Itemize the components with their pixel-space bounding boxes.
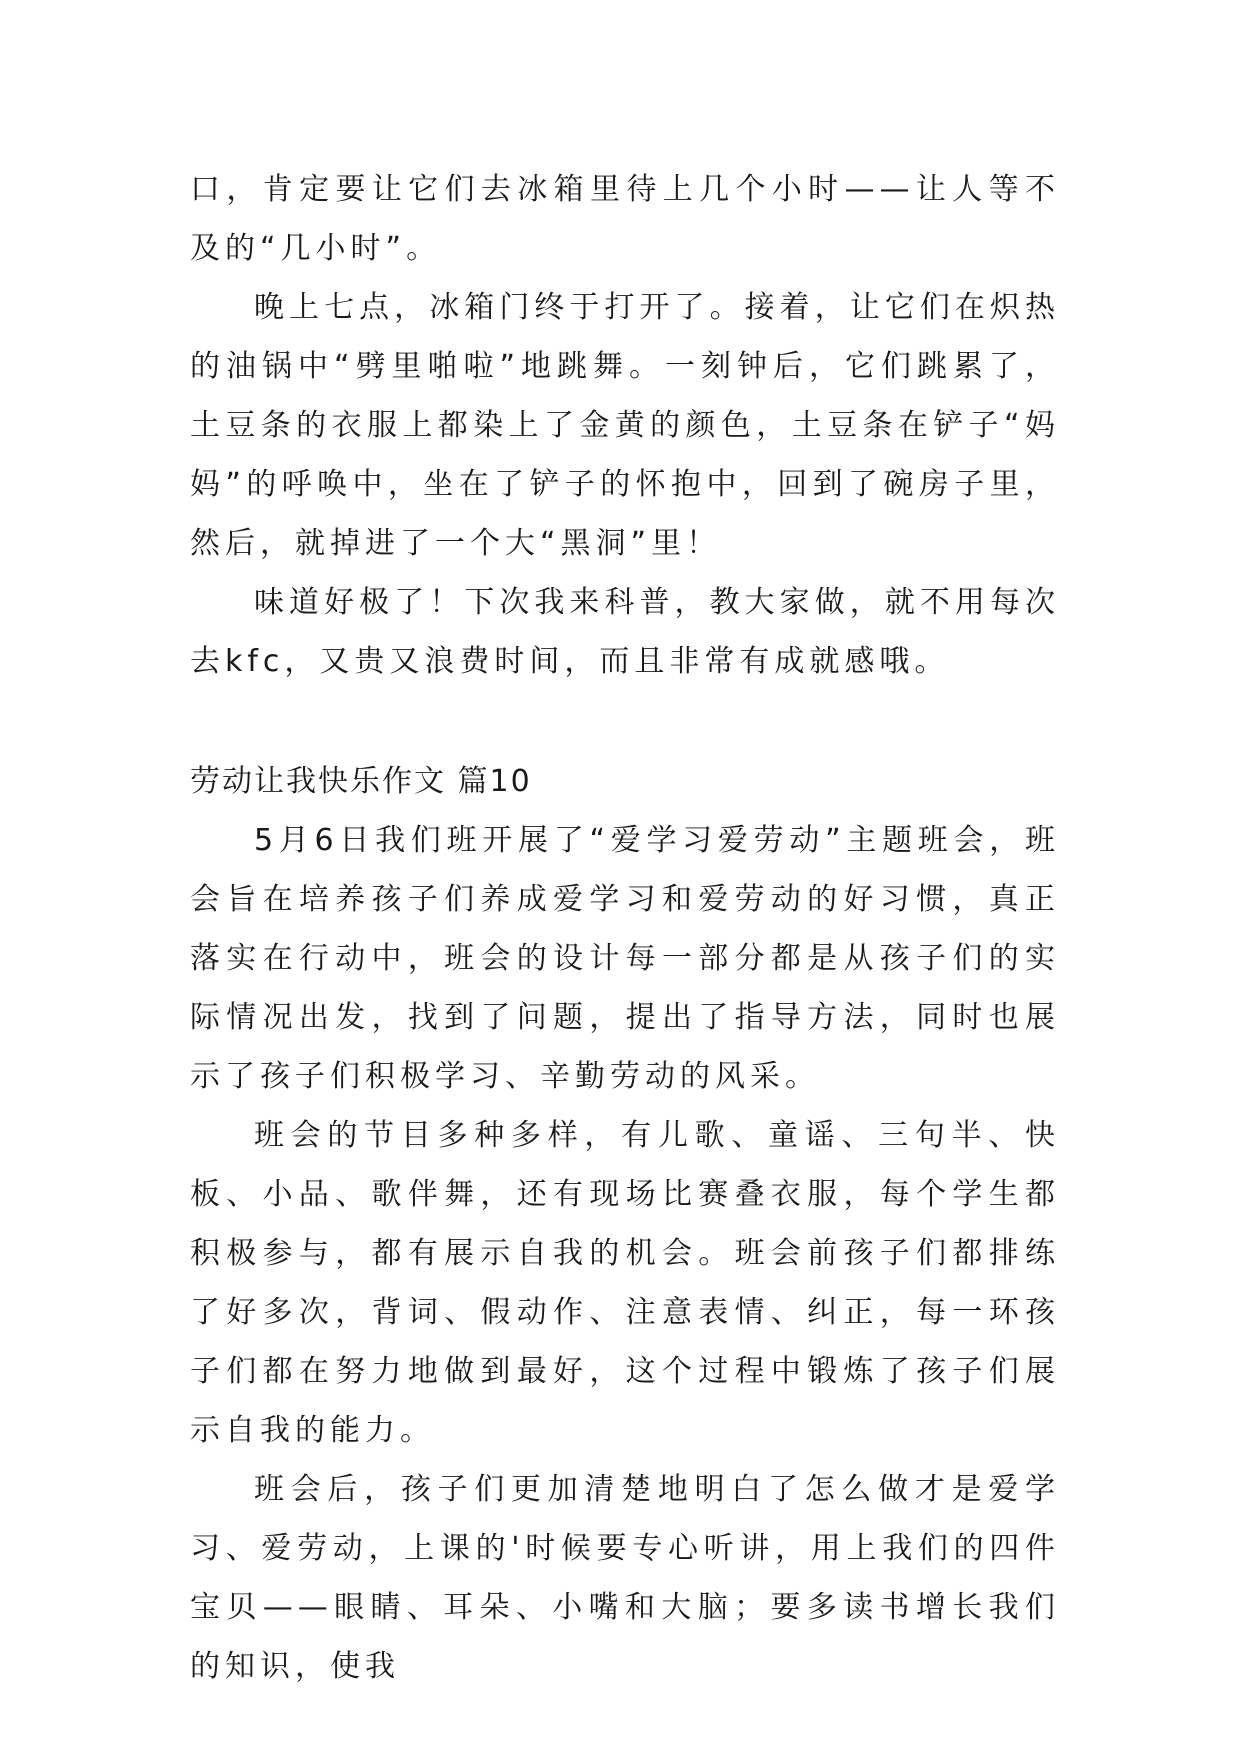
paragraph-continuation: 口，肯定要让它们去冰箱里待上几个小时——让人等不及的“几小时”。 [190,172,1060,266]
paragraph: 味道好极了！下次我来科普，教大家做，就不用每次去kfc，又贵又浪费时间，而且非常有成就感哦。 [190,585,1060,679]
section-title: 劳动让我快乐作文 篇10 [190,764,532,799]
paragraph: 班会后，孩子们更加清楚地明白了怎么做才是爱学习、爱劳动，上课的'时候要专心听讲，用上我们的四件宝贝——眼睛、耳朵、小嘴和大脑；要多读书增长我们的知识，使我 [190,1472,1060,1684]
paragraph: 晚上七点，冰箱门终于打开了。接着，让它们在炽热的油锅中“劈里啪啦”地跳舞。一刻钟后，它们跳累了，土豆条的衣服上都染上了金黄的颜色，土豆条在铲子“妈妈”的呼唤中，坐在了铲子的怀抱中，回到了碗房子里，然后，就掉进了一个大“黑洞”里！ [190,290,1060,561]
document-body [190,160,1060,1696]
paragraph: 班会的节目多种多样，有儿歌、童谣、三句半、快板、小品、歌伴舞，还有现场比赛叠衣服，每个学生都积极参与，都有展示自我的机会。班会前孩子们都排练了好多次，背词、假动作、注意表情、纠正，每一环孩子们都在努力地做到最好，这个过程中锻炼了孩子们展示自我的能力。 [190,1118,1060,1448]
paragraph: 5月6日我们班开展了“爱学习爱劳动”主题班会，班会旨在培养孩子们养成爱学习和爱劳动的好习惯，真正落实在行动中，班会的设计每一部分都是从孩子们的实际情况出发，找到了问题，提出了指导方法，同时也展示了孩子们积极学习、辛勤劳动的风采。 [190,823,1060,1094]
